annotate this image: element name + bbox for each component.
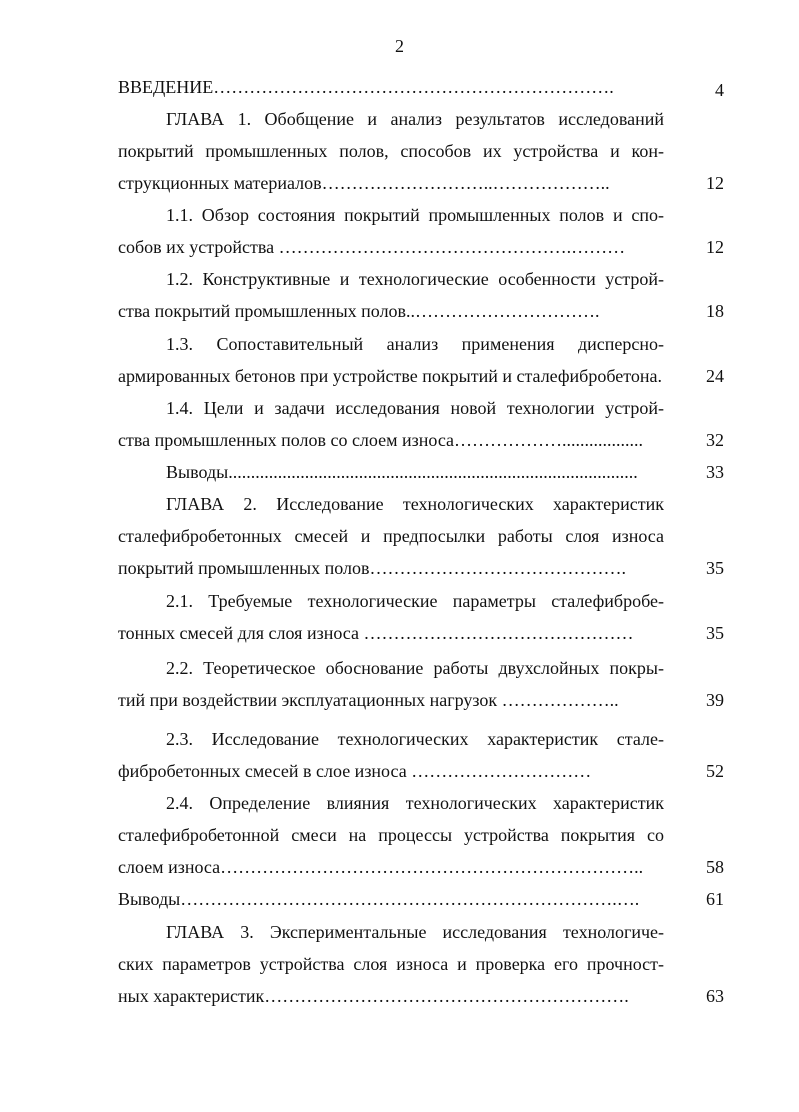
- toc-page-number: 39: [706, 690, 724, 710]
- toc-page-number: 61: [706, 889, 724, 909]
- toc-entry-section-2-4: 2.4. Определение влияния технологических характеристик: [166, 793, 664, 813]
- toc-entry-section-1-3: 1.3. Сопоставительный анализ применения дисперсно-: [166, 334, 664, 354]
- toc-page-number: 35: [706, 558, 724, 578]
- toc-entry-section-1-4-line: ства промышленных полов со слоем износа………………..................: [118, 430, 644, 450]
- toc-entry-section-2-1: 2.1. Требуемые технологические параметры сталефибробе-: [166, 591, 664, 611]
- toc-entry-section-2-1-line: тонных смесей для слоя износа ………………………………………: [118, 623, 634, 643]
- toc-entry-section-1-4: 1.4. Цели и задачи исследования новой технологии устрой-: [166, 398, 664, 418]
- toc-entry-chapter-3-line: ских параметров устройства слоя износа и проверка его прочност-: [118, 954, 664, 974]
- toc-entry-section-2-2: 2.2. Теоретическое обоснование работы двухслойных покры-: [166, 658, 664, 678]
- toc-entry-section-1-1: 1.1. Обзор состояния покрытий промышленных полов и спо-: [166, 205, 664, 225]
- toc-entry-chapter-2: ГЛАВА 2. Исследование технологических характеристик: [166, 494, 664, 514]
- page-number: 2: [395, 36, 404, 56]
- toc-entry-section-2-3: 2.3. Исследование технологических характеристик стале-: [166, 729, 664, 749]
- toc-entry-section-2-2-line: тий при воздействии эксплуатационных нагрузок ………………..: [118, 690, 619, 710]
- toc-page-number: 33: [706, 462, 724, 482]
- toc-entry-chapter-2-line: сталефибробетонных смесей и предпосылки работы слоя износа: [118, 526, 664, 546]
- toc-page-number: 24: [706, 366, 724, 386]
- toc-entry-intro: ВВЕДЕНИЕ………………………………………………………….: [118, 77, 614, 97]
- toc-entry-section-1-1-line: собов их устройства ………………………………………….………: [118, 237, 626, 257]
- toc-entry-section-1-3-line: армированных бетонов при устройстве покрытий и сталефибробетона.: [118, 366, 662, 386]
- toc-entry-section-2-4-line: сталефибробетонной смеси на процессы устройства покрытия со: [118, 825, 664, 845]
- toc-entry-chapter-3-line: ных характеристик…………………………………………………….: [118, 986, 629, 1006]
- toc-page-number: 12: [706, 237, 724, 257]
- toc-entry-chapter-1-line: струкционных материалов………………………..………………..: [118, 173, 610, 193]
- toc-entry-section-1-2-line: ства покрытий промышленных полов..………………………….: [118, 301, 600, 321]
- toc-entry-chapter-2-line: покрытий промышленных полов…………………………………….: [118, 558, 626, 578]
- toc-entry-conclusions-2: Выводы……………………………………………………………….….: [118, 889, 640, 909]
- toc-page-number: 12: [706, 173, 724, 193]
- toc-page-number: 18: [706, 301, 724, 321]
- toc-page-number: 35: [706, 623, 724, 643]
- toc-entry-section-2-4-line: слоем износа……………………………………………………………..: [118, 857, 644, 877]
- toc-page-number: 32: [706, 430, 724, 450]
- toc-page-number: 4: [715, 80, 724, 100]
- toc-page-number: 63: [706, 986, 724, 1006]
- toc-entry-chapter-3: ГЛАВА 3. Экспериментальные исследования технологиче-: [166, 922, 664, 942]
- toc-entry-section-1-2: 1.2. Конструктивные и технологические особенности устрой-: [166, 269, 664, 289]
- toc-page-number: 58: [706, 857, 724, 877]
- toc-entry-section-2-3-line: фибробетонных смесей в слое износа …………………………: [118, 761, 592, 781]
- toc-entry-chapter-1-line: покрытий промышленных полов, способов их устройства и кон-: [118, 141, 664, 161]
- toc-page-number: 52: [706, 761, 724, 781]
- toc-entry-conclusions-1: Выводы...........................................................................................: [166, 462, 638, 482]
- toc-entry-chapter-1: ГЛАВА 1. Обобщение и анализ результатов исследований: [166, 109, 664, 129]
